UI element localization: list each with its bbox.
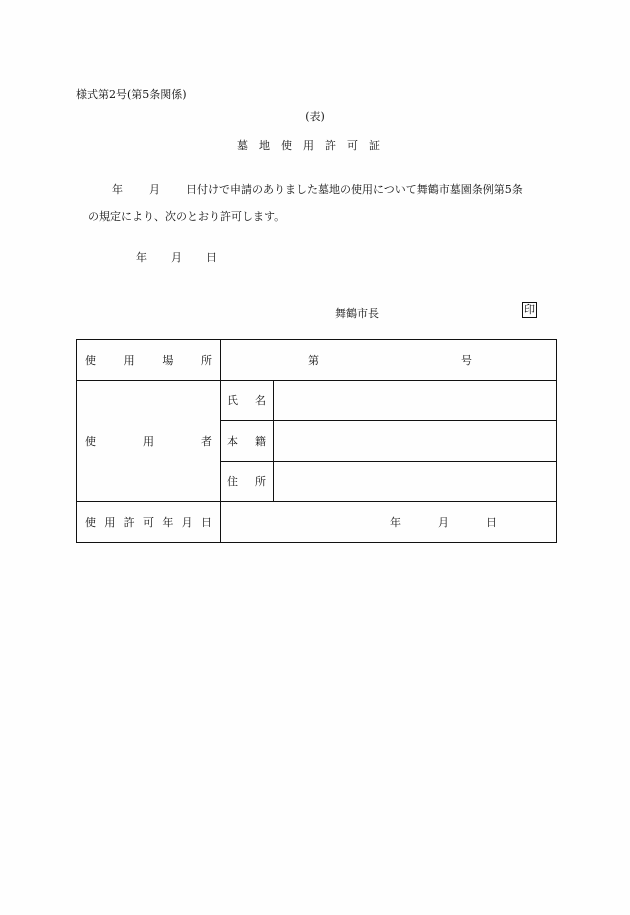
issue-date — [136, 249, 217, 265]
domicile-label — [221, 433, 273, 449]
label-char: 所 — [255, 475, 266, 489]
form-number: 様式第2号(第5条関係) — [76, 88, 187, 101]
location-go: 号 — [461, 353, 472, 367]
permit-day: 日 — [486, 515, 497, 529]
label-char: 用 — [143, 434, 154, 448]
domicile-value-cell[interactable] — [274, 421, 557, 462]
body-month: 月 — [149, 183, 160, 196]
body-year: 年 — [112, 183, 123, 196]
body-line1-text: 日付けで申請のありました墓地の使用について舞鶴市墓園条例第5条 — [186, 183, 523, 196]
permit-month: 月 — [438, 515, 449, 529]
label-char: 可 — [142, 515, 154, 529]
location-value-cell[interactable] — [221, 340, 557, 381]
label-char: 許 — [123, 515, 135, 529]
location-value — [221, 340, 556, 380]
label-char: 日 — [200, 515, 212, 529]
location-dai: 第 — [308, 353, 319, 367]
permit-year: 年 — [390, 515, 401, 529]
label-char: 本 — [227, 434, 238, 448]
domicile-label-cell — [221, 421, 274, 462]
address-value-cell[interactable] — [274, 461, 557, 502]
label-char: 場 — [162, 353, 174, 367]
label-char: 用 — [104, 515, 116, 529]
name-label — [221, 392, 273, 408]
label-char: 使 — [85, 515, 96, 529]
row-permit-date — [77, 502, 557, 543]
label-char: 月 — [181, 515, 193, 529]
issue-month: 月 — [171, 251, 182, 264]
permit-date-label — [77, 514, 220, 530]
row-location — [77, 340, 557, 381]
label-char: 使 — [85, 434, 96, 448]
issuer-name: 舞鶴市長 — [335, 307, 379, 320]
user-label — [77, 433, 220, 449]
address-label-cell — [221, 461, 274, 502]
permit-table — [76, 339, 557, 543]
seal-mark: 印 — [524, 303, 535, 316]
name-value-cell[interactable] — [274, 380, 557, 421]
label-char: 年 — [162, 515, 174, 529]
label-char: 住 — [227, 475, 238, 489]
label-char: 氏 — [227, 394, 238, 408]
label-char: 者 — [201, 434, 212, 448]
permit-date-value — [221, 502, 556, 542]
permit-date-label-cell — [77, 502, 221, 543]
label-char: 用 — [123, 353, 135, 367]
label-char: 籍 — [255, 434, 266, 448]
address-label — [221, 473, 273, 489]
issue-year: 年 — [136, 251, 147, 264]
label-char: 使 — [85, 353, 96, 367]
body-line-2: の規定により、次のとおり許可します。 — [88, 210, 286, 223]
issue-day: 日 — [206, 251, 217, 264]
user-label-cell — [77, 380, 221, 502]
permit-date-value-cell[interactable] — [221, 502, 557, 543]
location-label — [77, 352, 220, 368]
side-label: (表) — [305, 110, 325, 123]
document-title: 墓地使用許可証 — [237, 139, 391, 152]
row-user-name — [77, 380, 557, 421]
name-label-cell — [221, 380, 274, 421]
label-char: 名 — [255, 394, 266, 408]
body-line-1 — [112, 181, 523, 197]
label-char: 所 — [200, 353, 212, 367]
location-label-cell — [77, 340, 221, 381]
